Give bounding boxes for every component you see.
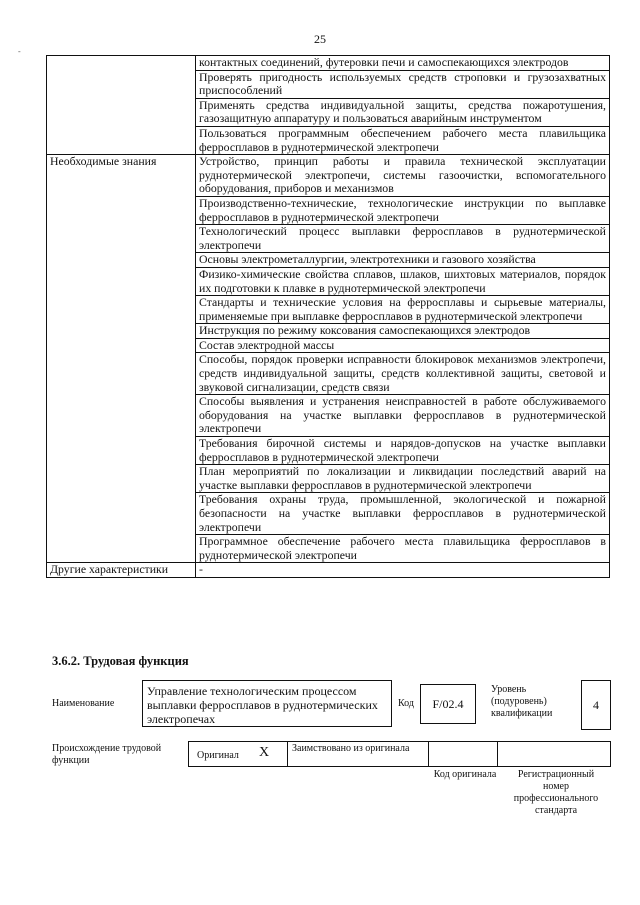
row-label	[47, 353, 196, 395]
row-text: Состав электродной массы	[196, 338, 610, 353]
table-row	[47, 353, 610, 395]
code-original-cell	[428, 741, 498, 767]
table-row	[47, 338, 610, 353]
table-row	[47, 535, 610, 563]
borrowed-cell	[287, 741, 429, 767]
row-label	[47, 437, 196, 465]
row-text: Производственно-технические, технологические инструкции по выплавке ферросплавов в руднотермической электропечи	[196, 196, 610, 224]
row-text: Стандарты и технические условия на ферросплавы и сырьевые материалы, применяемые при выплавке ферросплавов в руднотермической электропечи	[196, 296, 610, 324]
table-row	[47, 395, 610, 437]
row-label: Другие характеристики	[47, 563, 196, 578]
level-value-box	[581, 680, 611, 730]
row-text: Способы выявления и устранения неисправностей в работе обслуживаемого оборудования на участке выплавки ферросплавов в руднотермической электропечи	[196, 395, 610, 437]
row-text: Проверять пригодность используемых средств строповки и грузозахватных приспособлений	[196, 70, 610, 98]
row-label	[47, 324, 196, 339]
row-label	[47, 493, 196, 535]
origin-label: Происхождение трудовой функции	[52, 743, 162, 766]
page-number: 25	[314, 32, 326, 46]
row-label	[47, 70, 196, 98]
knowledge-table	[46, 55, 610, 578]
reg-number-cell	[497, 741, 611, 767]
row-label	[47, 267, 196, 295]
table-row	[47, 253, 610, 268]
table-row	[47, 437, 610, 465]
margin-mark: -	[18, 47, 21, 56]
table-row	[47, 70, 610, 98]
level-label: Уровень (подуровень) квалификации	[491, 684, 553, 719]
table-row	[47, 98, 610, 126]
table-row	[47, 126, 610, 154]
row-text: План мероприятий по локализации и ликвидации последствий аварий на участке выплавки ферросплавов в руднотермической электропечи	[196, 465, 610, 493]
row-text: -	[196, 563, 610, 578]
code-original-caption: Код оригинала	[433, 769, 497, 780]
row-text: Инструкция по режиму коксования самоспекающихся электродов	[196, 324, 610, 339]
row-label	[47, 126, 196, 154]
code-value: F/02.4	[432, 697, 464, 711]
row-label	[47, 465, 196, 493]
row-text: Способы, порядок проверки исправности блокировок механизмов электропечи, средств индивидуальной защиты, средств коллективной защиты, световой и звуковой сигнализации, средств связи	[196, 353, 610, 395]
table-row	[47, 324, 610, 339]
table-row	[47, 465, 610, 493]
row-text: Применять средства индивидуальной защиты, средства пожаротушения, газозащитную аппаратуру и пользоваться аварийным инструментом	[196, 98, 610, 126]
table-row	[47, 196, 610, 224]
original-label: Оригинал	[197, 750, 239, 761]
row-label	[47, 296, 196, 324]
table-row	[47, 493, 610, 535]
code-value-box	[420, 684, 476, 724]
function-name-box	[142, 680, 392, 727]
row-text: Технологический процесс выплавки ферросплавов в руднотермической электропечи	[196, 225, 610, 253]
row-text: Программное обеспечение рабочего места плавильщика ферросплавов в руднотермической электропечи	[196, 535, 610, 563]
row-label	[47, 253, 196, 268]
code-label: Код	[398, 698, 414, 709]
function-name-value: Управление технологическим процессом выплавки ферросплавов в руднотермических электропечах	[147, 684, 378, 726]
row-label: Необходимые знания	[47, 155, 196, 197]
row-label	[47, 395, 196, 437]
row-text: контактных соединений, футеровки печи и самоспекающихся электродов	[196, 56, 610, 71]
row-label	[47, 56, 196, 71]
original-cell	[188, 741, 288, 767]
row-label	[47, 535, 196, 563]
row-label	[47, 338, 196, 353]
name-label: Наименование	[52, 698, 115, 709]
row-text: Пользоваться программным обеспечением рабочего места плавильщика ферросплавов в руднотермической электропечи	[196, 126, 610, 154]
table-row	[47, 225, 610, 253]
row-text: Устройство, принцип работы и правила технической эксплуатации руднотермической электропечи, системы газоочистки, вспомогательного оборудования, приборов и механизмов	[196, 155, 610, 197]
row-text: Основы электрометаллургии, электротехники и газового хозяйства	[196, 253, 610, 268]
table-row	[47, 56, 610, 71]
table-row	[47, 155, 610, 197]
section-title: 3.6.2. Трудовая функция	[52, 654, 189, 668]
row-text: Требования бирочной системы и нарядов-допусков на участке выплавки ферросплавов в руднотермической электропечи	[196, 437, 610, 465]
table-row	[47, 296, 610, 324]
row-label	[47, 196, 196, 224]
row-text: Физико-химические свойства сплавов, шлаков, шихтовых материалов, порядок их подготовки к плавке в руднотермической электропечи	[196, 267, 610, 295]
table-row	[47, 267, 610, 295]
borrowed-label: Заимствовано из оригинала	[292, 743, 410, 754]
reg-number-caption: Регистрационный номер профессионального стандарта	[513, 769, 599, 816]
original-mark: X	[259, 745, 270, 760]
level-value: 4	[593, 698, 599, 712]
row-text: Требования охраны труда, промышленной, экологической и пожарной безопасности на участке выплавки ферросплавов в руднотермической электропечи	[196, 493, 610, 535]
table-row	[47, 563, 610, 578]
row-label	[47, 98, 196, 126]
row-label	[47, 225, 196, 253]
